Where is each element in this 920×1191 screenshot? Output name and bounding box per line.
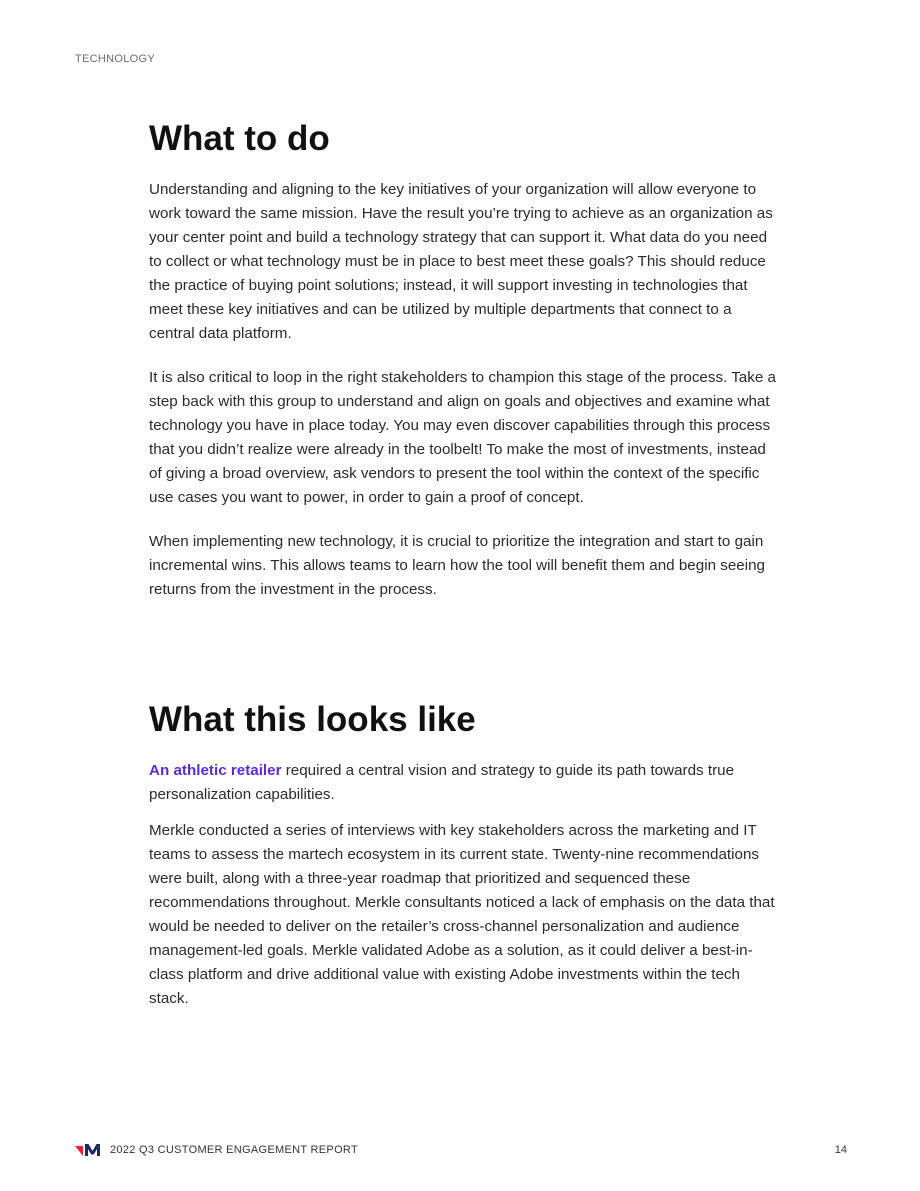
body-paragraph: When implementing new technology, it is crucial to prioritize the integration and start to gain incremental wins. This allows teams to learn how the tool will benefit them and begin seeing returns from the investment in the process.	[149, 533, 765, 598]
highlighted-client-name: An athletic retailer	[149, 762, 282, 779]
intro-text: required a central vision and strategy to guide its path towards true personalization capabilities.	[149, 762, 735, 803]
what-this-looks-like-section	[149, 698, 777, 1023]
section-heading: What to do	[149, 119, 330, 158]
section-heading: What this looks like	[149, 700, 476, 739]
report-title: 2022 Q3 CUSTOMER ENGAGEMENT REPORT	[110, 1144, 358, 1156]
merkle-logo-icon	[75, 1143, 101, 1157]
body-paragraph: It is also critical to loop in the right stakeholders to champion this stage of the process. Take a step back with this group to understand and align on goals and objectives and examine what technology you have in place today. You may even discover capabilities through this process that you didn’t realize were already in the toolbelt! To make the most of investments, instead of giving a broad overview, ask vendors to present the tool within the context of the specific use cases you want to power, in order to gain a proof of concept.	[149, 369, 776, 506]
page-number: 14	[834, 1144, 847, 1156]
what-to-do-section	[149, 117, 777, 622]
case-intro-paragraph	[149, 759, 777, 807]
section-label: TECHNOLOGY	[75, 53, 156, 65]
body-paragraph: Understanding and aligning to the key initiatives of your organization will allow everyone to work toward the same mission. Have the result you’re trying to achieve as an organization as your center point and build a technology strategy that can support it. What data do you need to collect or what technology must be in place to best meet these goals? This should reduce the practice of buying point solutions; instead, it will support investing in technologies that meet these key initiatives and can be utilized by multiple departments that connect to a central data platform.	[149, 181, 773, 342]
body-paragraph: Merkle conducted a series of interviews with key stakeholders across the marketing and IT teams to assess the martech ecosystem in its current state. Twenty-nine recommendations were built, along with a three-year roadmap that prioritized and sequenced these recommendations throughout. Merkle consultants noticed a lack of emphasis on the data that would be needed to deliver on the retailer’s cross-channel personalization and audience management-led goals. Merkle validated Adobe as a solution, as it could deliver a best-in-class platform and drive additional value with existing Adobe investments within the tech stack.	[149, 822, 775, 1007]
page-footer	[75, 1143, 847, 1159]
